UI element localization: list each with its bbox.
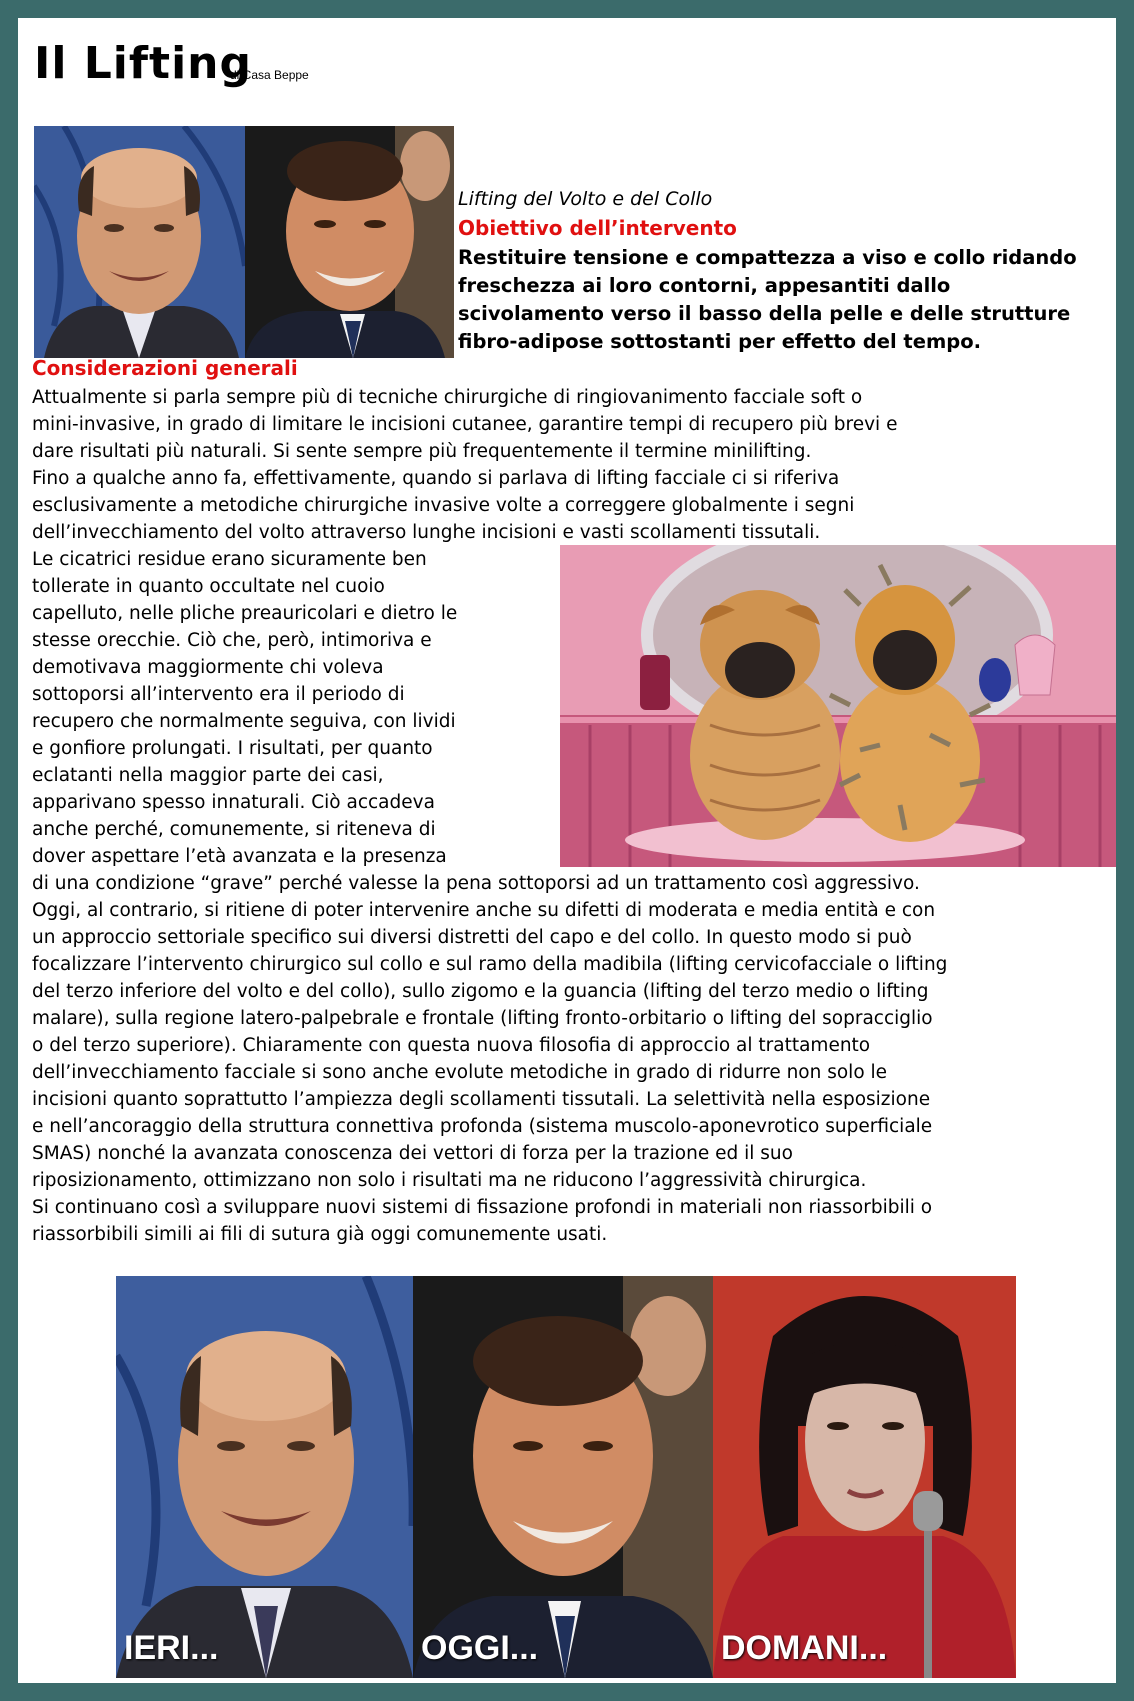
body-line: dell’invecchiamento facciale si sono anche evolute metodiche in grado di ridurre non solo le [32, 1062, 888, 1083]
objective-line: Restituire tensione e compattezza a viso e collo ridando [458, 246, 1077, 269]
body-line: stesse orecchie. Ciò che, però, intimoriva e [32, 630, 432, 651]
body-line: esclusivamente a metodiche chirurgiche invasive volte a correggere globalmente i segni [32, 495, 855, 516]
body-line: anche perché, comunemente, si riteneva di [32, 819, 436, 840]
body-line: focalizzare l’intervento chirurgico sul collo e sul ramo della madibila (lifting cervicofacciale o lifting [32, 954, 948, 975]
bottom-photo-domani [713, 1276, 1016, 1678]
bottom-photo-oggi [413, 1276, 713, 1678]
body-line: capelluto, nelle pliche preauricolari e dietro le [32, 603, 458, 624]
body-line: e nell’ancoraggio della struttura connettiva profonda (sistema muscolo-aponevrotico superficiale [32, 1116, 933, 1137]
page-title: Il Lifting [34, 38, 252, 89]
body-line: del terzo inferiore del volto e del collo), sullo zigomo e la guancia (lifting del terzo medio o lifting [32, 981, 929, 1002]
body-line: Attualmente si parla sempre più di tecniche chirurgiche di ringiovanimento facciale soft o [32, 387, 863, 408]
body-line: dare risultati più naturali. Si sente sempre più frequentemente il termine minilifting. [32, 441, 812, 462]
body-line: riassorbibili simili ai fili di sutura già oggi comunemente usati. [32, 1224, 608, 1245]
body-line: di una condizione “grave” perché valesse la pena sottoporsi ad un trattamento così aggressivo. [32, 873, 920, 894]
body-line: Si continuano così a sviluppare nuovi sistemi di fissazione profondi in materiali non riassorbibili o [32, 1197, 933, 1218]
objective-line: scivolamento verso il basso della pelle e delle strutture [458, 302, 1071, 325]
objective-line: fibro-adipose sottostanti per effetto del tempo. [458, 330, 982, 353]
body-line: Le cicatrici residue erano sicuramente ben [32, 549, 427, 570]
body-line: dell’invecchiamento del volto attraverso lunghe incisioni e vasti scollamenti tissutali. [32, 522, 821, 543]
body-line: mini-invasive, in grado di limitare le incisioni cutanee, garantire tempi di recupero più brevi e [32, 414, 898, 435]
caption-ieri: IERI... [124, 1629, 219, 1667]
body-line: SMAS) nonché la avanzata conoscenza dei vettori di forza per la trazione ed il suo [32, 1143, 793, 1164]
body-line: tollerate in quanto occultate nel cuoio [32, 576, 385, 597]
body-line: malare), sulla regione latero-palpebrale e frontale (lifting fronto-orbitario o lifting del sopracciglio [32, 1008, 933, 1029]
intro-kicker: Lifting del Volto e del Collo [458, 188, 713, 210]
body-line: Fino a qualche anno fa, effettivamente, quando si parlava di lifting facciale ci si riferiva [32, 468, 840, 489]
body-line: recupero che normalmente seguiva, con lividi [32, 711, 456, 732]
body-line: eclatanti nella maggior parte dei casi, [32, 765, 384, 786]
top-photo-before [34, 126, 245, 358]
body-line: Oggi, al contrario, si ritiene di poter intervenire anche su difetti di moderata e media entità e con [32, 900, 936, 921]
body-line: demotivava maggiormente chi voleva [32, 657, 384, 678]
caption-domani: DOMANI... [721, 1629, 888, 1667]
body-line: e gonfiore prolungati. I risultati, per quanto [32, 738, 433, 759]
sharpei-dogs-image [560, 545, 1116, 867]
byline: di Casa Beppe [230, 68, 309, 82]
body-line: incisioni quanto soprattutto l’ampiezza degli scollamenti tissutali. La selettività nella esposizione [32, 1089, 931, 1110]
body-line: o del terzo superiore). Chiaramente con questa nuova filosofia di approccio al trattamento [32, 1035, 871, 1056]
body-line: un approccio settoriale specifico sui diversi distretti del capo e del collo. In questo modo si può [32, 927, 912, 948]
bottom-photo-ieri [116, 1276, 413, 1678]
caption-oggi: OGGI... [421, 1629, 539, 1667]
page [18, 18, 1116, 1683]
body-line: sottoporsi all’intervento era il periodo di [32, 684, 405, 705]
body-line: apparivano spesso innaturali. Ciò accadeva [32, 792, 435, 813]
top-photo-after [245, 126, 454, 358]
body-line: dover aspettare l’età avanzata e la presenza [32, 846, 447, 867]
objective-heading: Obiettivo dell’intervento [458, 216, 737, 240]
body-line: riposizionamento, ottimizzano non solo i risultati ma ne riducono l’aggressività chirurgica. [32, 1170, 867, 1191]
considerations-heading: Considerazioni generali [32, 356, 298, 380]
objective-line: freschezza ai loro contorni, appesantiti dallo [458, 274, 951, 297]
